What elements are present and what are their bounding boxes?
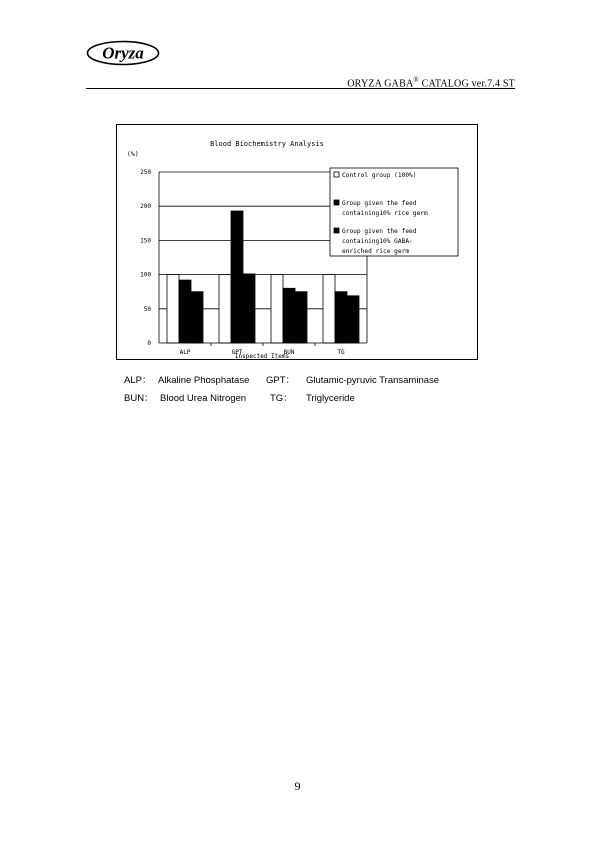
x-tick-label: ALP [179, 349, 191, 356]
bar-alp-series-3 [191, 292, 203, 343]
bar-tg-series-2 [335, 292, 347, 343]
legend-swatch-2 [334, 200, 339, 205]
y-tick-label: 100 [140, 271, 151, 279]
legend-entry-2-line-1: Group given the feed [342, 200, 417, 207]
y-tick-label: 150 [140, 237, 151, 245]
chart-title: Blood Biochemistry Analysis [210, 140, 324, 148]
header-rule [86, 88, 515, 89]
abbr-bun-full: Blood Urea Nitrogen [160, 393, 247, 404]
abbr-alp: ALP： [124, 375, 152, 386]
abbr-bun: BUN： [124, 393, 154, 404]
bar-alp-series-1 [167, 275, 179, 343]
bar-bun-series-2 [283, 288, 295, 343]
bar-gpt-series-2 [231, 211, 243, 343]
abbreviation-row-2 [124, 390, 355, 404]
abbr-tg-full: Triglyceride [306, 393, 355, 404]
bar-tg-series-3 [347, 296, 359, 343]
abbr-gpt: GPT： [266, 375, 296, 386]
chart-canvas [117, 125, 479, 361]
y-tick-label: 250 [140, 169, 151, 176]
legend-entry-3-line-3: enriched rice germ [342, 248, 410, 255]
legend-entry-1-line-1: Control group (100%) [342, 172, 417, 179]
bar-gpt-series-1 [219, 275, 231, 343]
x-axis-label: Inspected Items [234, 353, 290, 360]
catalog-suffix: CATALOG ver.7.4 ST [418, 78, 515, 90]
x-tick-label: GPT [231, 349, 243, 356]
legend-entry-2-line-2: containing10% rice germ [342, 210, 428, 217]
bar-bun-series-3 [295, 292, 307, 343]
abbr-alp-full: Alkaline Phosphatase [158, 375, 250, 386]
chart-unit-label: (%) [127, 150, 139, 158]
abbr-gpt-full: Glutamic-pyruvic Transaminase [306, 375, 440, 386]
y-tick-label: 200 [140, 203, 151, 211]
catalog-prefix: ORYZA GABA [347, 78, 414, 90]
bar-bun-series-1 [271, 275, 283, 343]
abbr-tg: TG： [270, 393, 293, 404]
x-tick-label: TG [337, 349, 345, 356]
bar-tg-series-1 [323, 275, 335, 343]
legend-swatch-3 [334, 228, 339, 233]
legend-entry-3-line-2: containing10% GABA- [342, 238, 413, 245]
legend-entry-3-line-1: Group given the feed [342, 228, 417, 235]
y-tick-label: 50 [143, 305, 151, 313]
registered-mark: ® [413, 76, 419, 84]
logo-text: Oryza [102, 43, 144, 63]
y-tick-label: 0 [147, 340, 151, 347]
bar-gpt-series-3 [243, 274, 255, 343]
x-tick-label: BUN [283, 349, 295, 356]
legend [330, 168, 458, 256]
oryza-logo [86, 40, 160, 66]
bar-alp-series-2 [179, 280, 191, 343]
page-number: 9 [294, 779, 301, 793]
abbreviation-row-1 [124, 372, 439, 386]
blood-biochemistry-chart [116, 124, 478, 360]
legend-swatch-1 [334, 172, 339, 177]
